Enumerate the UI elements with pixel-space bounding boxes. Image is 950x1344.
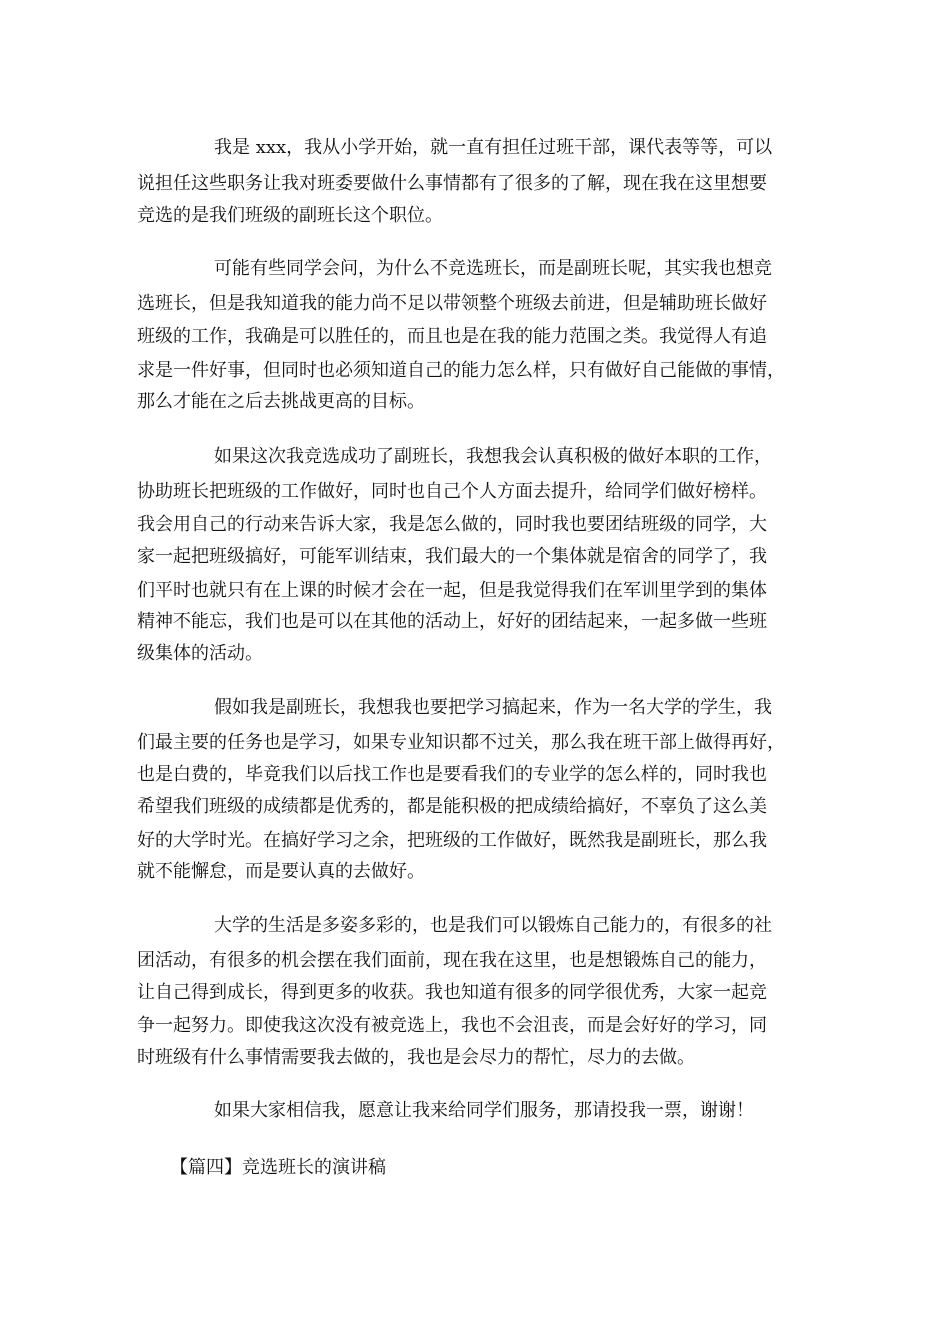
paragraph-2-line-3: 班级的工作，我确是可以胜任的，而且也是在我的能力范围之类。我觉得人有追 <box>137 326 767 347</box>
paragraph-1-line-1: 我是 xxx，我从小学开始，就一直有担任过班干部，课代表等等，可以 <box>214 137 773 158</box>
paragraph-2-line-4: 求是一件好事，但同时也必须知道自己的能力怎么样，只有做好自己能做的事情， <box>137 360 785 381</box>
paragraph-3-line-2: 协助班长把班级的工作做好，同时也自己个人方面去提升，给同学们做好榜样。 <box>137 481 767 502</box>
paragraph-2-line-1: 可能有些同学会问，为什么不竞选班长，而是副班长呢，其实我也想竞 <box>214 258 772 279</box>
paragraph-6-line-1: 如果大家相信我，愿意让我来给同学们服务，那请投我一票，谢谢！ <box>214 1100 754 1121</box>
paragraph-5-line-1: 大学的生活是多姿多彩的，也是我们可以锻炼自己能力的，有很多的社 <box>214 915 772 936</box>
paragraph-4-line-3: 也是白费的，毕竟我们以后找工作也是要看我们的专业学的怎么样的，同时我也 <box>137 764 767 785</box>
paragraph-2-line-2: 选班长，但是我知道我的能力尚不足以带领整个班级去前进，但是辅助班长做好 <box>137 293 767 314</box>
paragraph-1-line-2: 说担任这些职务让我对班委要做什么事情都有了很多的了解，现在我在这里想要 <box>137 173 767 194</box>
paragraph-3-line-3: 我会用自己的行动来告诉大家，我是怎么做的，同时我也要团结班级的同学，大 <box>137 514 767 535</box>
paragraph-5-line-3: 让自己得到成长，得到更多的收获。我也知道有很多的同学很优秀，大家一起竞 <box>137 982 767 1003</box>
paragraph-4-line-4: 希望我们班级的成绩都是优秀的，都是能积极的把成绩给搞好，不辜负了这么美 <box>137 796 767 817</box>
paragraph-3-line-6: 精神不能忘，我们也是可以在其他的活动上，好好的团结起来，一起多做一些班 <box>137 611 767 632</box>
paragraph-4-line-6: 就不能懈怠，而是要认真的去做好。 <box>137 861 425 882</box>
paragraph-3-line-1: 如果这次我竞选成功了副班长，我想我会认真积极的做好本职的工作， <box>214 446 772 467</box>
paragraph-3-line-5: 们平时也就只有在上课的时候才会在一起，但是我觉得我们在军训里学到的集体 <box>137 580 767 601</box>
paragraph-5-line-2: 团活动，有很多的机会摆在我们面前，现在我在这里，也是想锻炼自己的能力， <box>137 950 767 971</box>
section-heading: 【篇四】竞选班长的演讲稿 <box>170 1157 386 1178</box>
paragraph-4-line-2: 们最主要的任务也是学习，如果专业知识都不过关，那么我在班干部上做得再好， <box>137 732 785 753</box>
paragraph-5-line-4: 争一起努力。即使我这次没有被竞选上，我也不会沮丧，而是会好好的学习，同 <box>137 1015 767 1036</box>
paragraph-1-line-3: 竞选的是我们班级的副班长这个职位。 <box>137 205 443 226</box>
paragraph-4-line-1: 假如我是副班长，我想我也要把学习搞起来，作为一名大学的学生，我 <box>214 697 772 718</box>
paragraph-4-line-5: 好的大学时光。在搞好学习之余，把班级的工作做好，既然我是副班长，那么我 <box>137 830 767 851</box>
paragraph-5-line-5: 时班级有什么事情需要我去做的，我也是会尽力的帮忙，尽力的去做。 <box>137 1047 695 1068</box>
paragraph-2-line-5: 那么才能在之后去挑战更高的目标。 <box>137 391 425 412</box>
paragraph-3-line-4: 家一起把班级搞好，可能军训结束，我们最大的一个集体就是宿舍的同学了，我 <box>137 546 767 567</box>
paragraph-3-line-7: 级集体的活动。 <box>137 643 263 664</box>
